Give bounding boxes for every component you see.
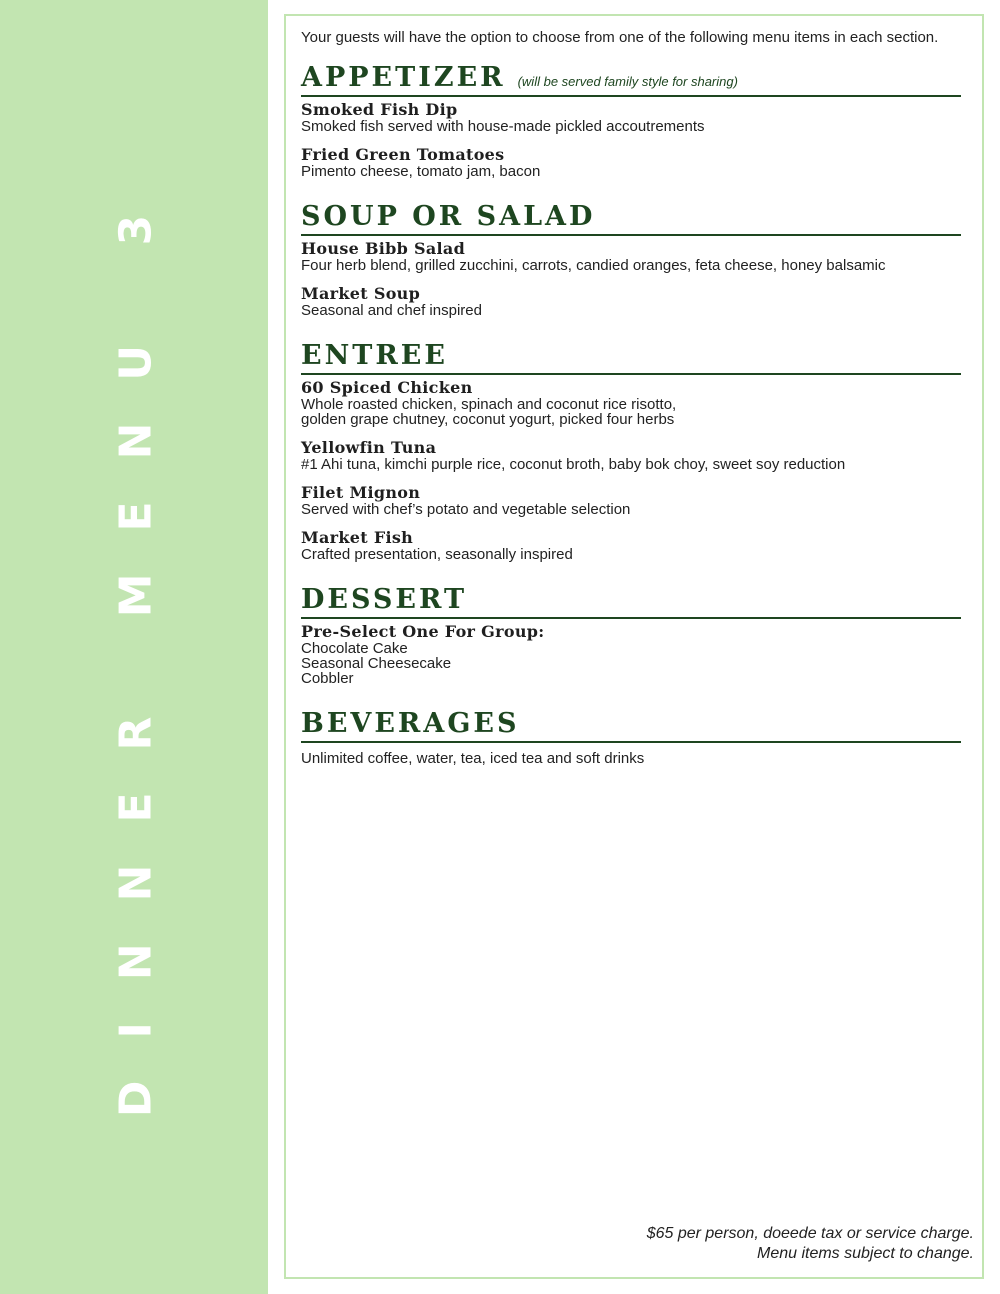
item-description-line: Pimento cheese, tomato jam, bacon (301, 163, 541, 180)
menu-item (301, 101, 961, 134)
item-name: Filet Mignon (301, 483, 421, 502)
menu-item (301, 439, 961, 472)
item-name: Yellowfin Tuna (301, 438, 437, 457)
menu-item (301, 285, 961, 318)
menu-item (301, 529, 961, 562)
section-title: BEVERAGES (301, 708, 520, 739)
section-beverages (301, 708, 961, 766)
item-name: Smoked Fish Dip (301, 100, 458, 119)
item-description-line: Served with chef’s potato and vegetable selection (301, 501, 631, 518)
item-description (301, 119, 961, 134)
item-description (301, 547, 961, 562)
menu-title: DINNER MENU 3 (110, 172, 162, 1118)
item-name: 60 Spiced Chicken (301, 378, 473, 397)
item-description (301, 258, 961, 273)
item-name: Fried Green Tomatoes (301, 145, 505, 164)
disclaimer-line: Menu items subject to change. (756, 1245, 974, 1262)
section-appetizer (301, 62, 961, 179)
item-description-line: golden grape chutney, coconut yogurt, picked four herbs (301, 411, 675, 428)
section-title: DESSERT (301, 584, 468, 615)
item-description-line: Four herb blend, grilled zucchini, carrots, candied oranges, feta cheese, honey balsamic (301, 257, 886, 274)
item-description-line: #1 Ahi tuna, kimchi purple rice, coconut broth, baby bok choy, sweet soy reduction (301, 456, 846, 473)
item-description-line: Crafted presentation, seasonally inspired (301, 546, 573, 563)
section-note: (will be served family style for sharing) (517, 74, 738, 89)
menu-item (301, 240, 961, 273)
section-header (301, 201, 961, 236)
section-title: ENTREE (301, 340, 448, 371)
item-description (301, 164, 961, 179)
menu-content (301, 28, 961, 766)
section-title: SOUP OR SALAD (301, 201, 596, 232)
section-entree (301, 340, 961, 562)
section-soup-or-salad (301, 201, 961, 318)
item-name: Market Fish (301, 528, 414, 547)
sidebar (0, 0, 268, 1294)
menu-item (301, 623, 961, 686)
menu-item (301, 146, 961, 179)
section-header (301, 62, 961, 97)
item-description (301, 502, 961, 517)
item-description-line: Seasonal and chef inspired (301, 302, 482, 319)
item-description (301, 457, 961, 472)
footer-note (647, 1224, 974, 1264)
item-name: House Bibb Salad (301, 239, 466, 258)
intro-text: Your guests will have the option to choose from one of the following menu items in each section. (301, 29, 939, 46)
item-description-line: Whole roasted chicken, spinach and coconut rice risotto, (301, 396, 677, 413)
item-description-line: Cobbler (301, 670, 354, 687)
price-line: $65 per person, doeede tax or service charge. (646, 1225, 974, 1242)
menu-item (301, 484, 961, 517)
menu-item (301, 379, 961, 427)
item-name: Pre-Select One For Group: (301, 622, 545, 641)
section-header (301, 584, 961, 619)
item-description (301, 397, 961, 427)
item-description-line: Seasonal Cheesecake (301, 655, 452, 672)
item-name: Market Soup (301, 284, 421, 303)
item-description-line: Smoked fish served with house-made pickled accoutrements (301, 118, 705, 135)
item-description (301, 641, 961, 686)
section-dessert (301, 584, 961, 686)
beverages-text: Unlimited coffee, water, tea, iced tea and soft drinks (301, 750, 645, 767)
section-header (301, 708, 961, 743)
item-description-line: Chocolate Cake (301, 640, 408, 657)
section-title: APPETIZER (301, 62, 506, 93)
item-description (301, 303, 961, 318)
section-header (301, 340, 961, 375)
